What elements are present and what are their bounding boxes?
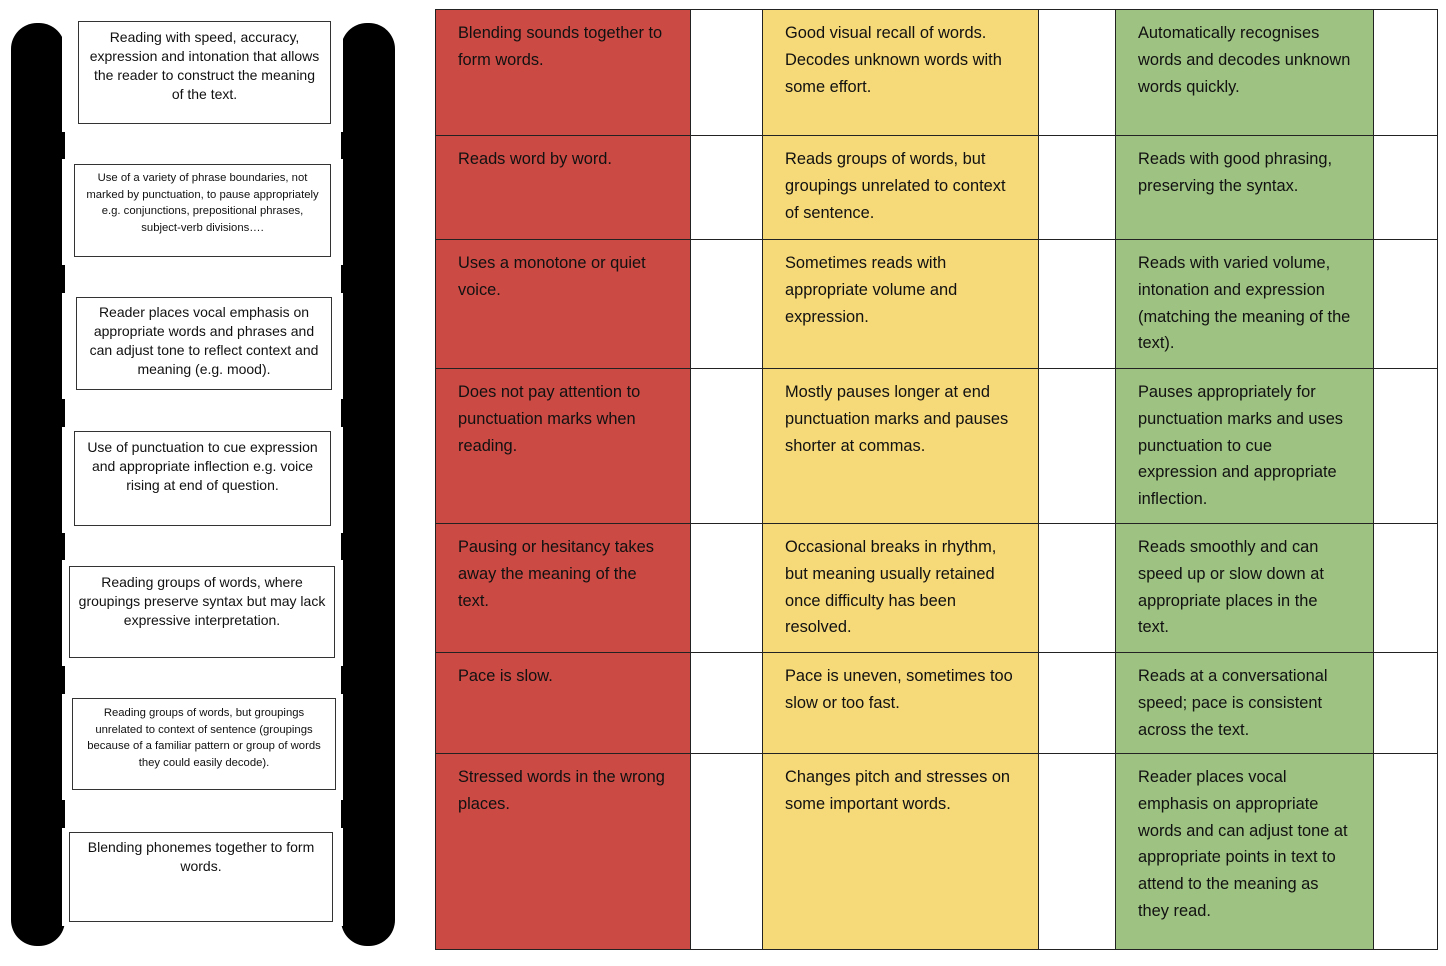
red-cell: Uses a monotone or quiet voice. [436,240,691,369]
ladder-step: Reading with speed, accuracy, expression and intonation that allows the reader to construct the meaning of the text. [78,21,331,124]
red-cell: Pace is slow. [436,653,691,754]
amber-cell: Good visual recall of words. Decodes unknown words with some effort. [763,10,1039,136]
amber-cell: Sometimes reads with appropriate volume and expression. [763,240,1039,369]
red-tick-cell [691,10,763,136]
green-cell: Reads smoothly and can speed up or slow down at appropriate places in the text. [1116,524,1374,653]
red-tick-cell [691,653,763,754]
ladder-step: Blending phonemes together to form words. [69,832,333,922]
amber-tick-cell [1039,369,1116,524]
green-cell: Automatically recognises words and decodes unknown words quickly. [1116,10,1374,136]
amber-cell: Pace is uneven, sometimes too slow or too fast. [763,653,1039,754]
amber-cell: Occasional breaks in rhythm, but meaning usually retained once difficulty has been resolved. [763,524,1039,653]
green-cell: Reads at a conversational speed; pace is consistent across the text. [1116,653,1374,754]
red-cell: Blending sounds together to form words. [436,10,691,136]
table-row [436,240,1438,369]
green-tick-cell [1374,240,1438,369]
red-tick-cell [691,136,763,240]
green-tick-cell [1374,653,1438,754]
amber-tick-cell [1039,240,1116,369]
amber-tick-cell [1039,524,1116,653]
green-cell: Reads with varied volume, intonation and expression (matching the meaning of the text). [1116,240,1374,369]
amber-tick-cell [1039,136,1116,240]
red-cell: Reads word by word. [436,136,691,240]
green-cell: Reads with good phrasing, preserving the syntax. [1116,136,1374,240]
amber-cell: Mostly pauses longer at end punctuation marks and pauses shorter at commas. [763,369,1039,524]
green-tick-cell [1374,136,1438,240]
green-tick-cell [1374,10,1438,136]
green-tick-cell [1374,524,1438,653]
red-cell: Pausing or hesitancy takes away the meaning of the text. [436,524,691,653]
ladder-step: Reader places vocal emphasis on appropriate words and phrases and can adjust tone to reflect context and meaning (e.g. mood). [76,297,332,390]
red-cell: Does not pay attention to punctuation marks when reading. [436,369,691,524]
red-tick-cell [691,524,763,653]
green-cell: Pauses appropriately for punctuation marks and uses punctuation to cue expression and appropriate inflection. [1116,369,1374,524]
green-tick-cell [1374,754,1438,950]
ladder-step: Reading groups of words, but groupings unrelated to context of sentence (groupings because of a familiar pattern or group of words they could easily decode). [72,698,336,790]
table-row [436,754,1438,950]
amber-tick-cell [1039,754,1116,950]
amber-tick-cell [1039,653,1116,754]
ladder-right-rail [341,23,395,946]
ladder-step: Use of punctuation to cue expression and appropriate inflection e.g. voice rising at end of question. [74,431,331,526]
red-tick-cell [691,240,763,369]
fluency-rubric-table [435,9,1438,950]
green-tick-cell [1374,369,1438,524]
table-row [436,653,1438,754]
table-row [436,10,1438,136]
amber-cell: Reads groups of words, but groupings unrelated to context of sentence. [763,136,1039,240]
ladder-left-rail [11,23,65,946]
table-row [436,136,1438,240]
red-tick-cell [691,754,763,950]
ladder-step: Use of a variety of phrase boundaries, not marked by punctuation, to pause appropriately e.g. conjunctions, prepositional phrases, subject-verb divisions…. [74,164,331,257]
table-row [436,524,1438,653]
red-cell: Stressed words in the wrong places. [436,754,691,950]
table-row [436,369,1438,524]
amber-cell: Changes pitch and stresses on some important words. [763,754,1039,950]
red-tick-cell [691,369,763,524]
green-cell: Reader places vocal emphasis on appropriate words and can adjust tone at appropriate points in text to attend to the meaning as they read. [1116,754,1374,950]
amber-tick-cell [1039,10,1116,136]
ladder-step: Reading groups of words, where groupings preserve syntax but may lack expressive interpretation. [69,566,335,658]
